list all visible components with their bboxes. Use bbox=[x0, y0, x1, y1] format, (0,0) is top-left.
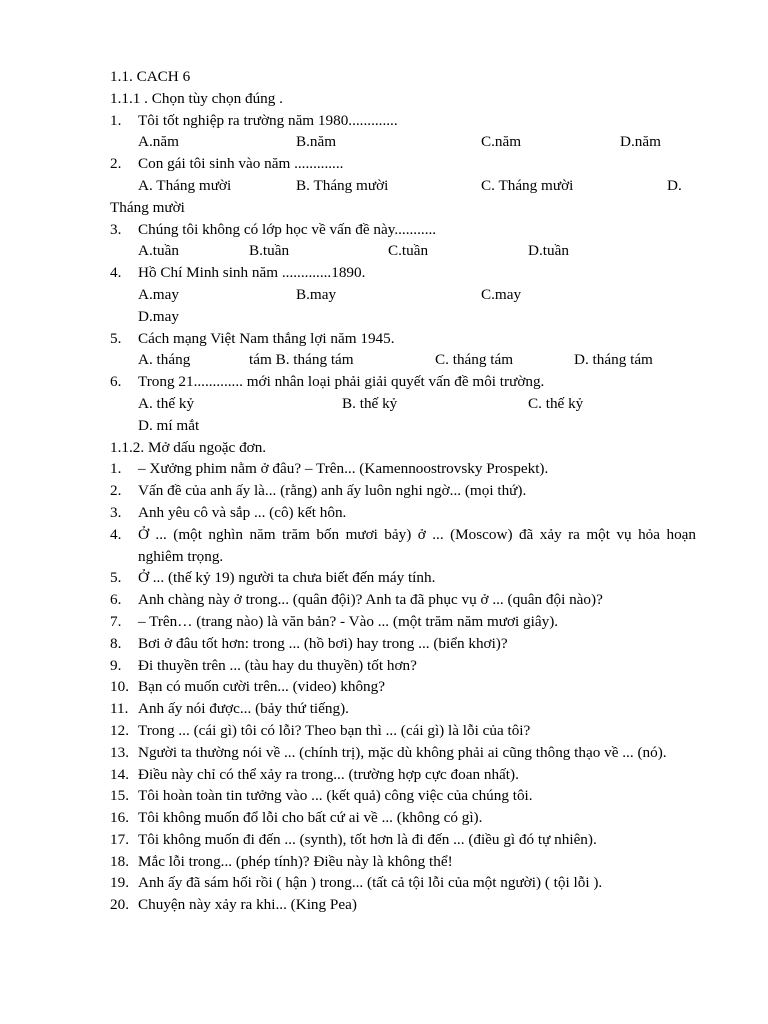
item-text: Điều này chỉ có thể xảy ra trong... (trường hợp cực đoan nhất). bbox=[138, 765, 519, 783]
list-item bbox=[110, 480, 696, 502]
option-b: B.năm bbox=[296, 133, 337, 151]
question-2 bbox=[110, 153, 696, 175]
question-number: 5. bbox=[110, 329, 122, 347]
item-text: Anh ấy nói được... (bảy thứ tiếng). bbox=[138, 700, 349, 718]
question-6 bbox=[110, 371, 696, 393]
item-number: 19. bbox=[110, 874, 129, 892]
question-text: Cách mạng Việt Nam thắng lợi năm 1945. bbox=[138, 329, 395, 347]
question-number: 1. bbox=[110, 111, 122, 129]
question-2-options bbox=[138, 175, 696, 197]
option-c: C. Tháng mười bbox=[481, 176, 574, 194]
option-b: tám B. tháng tám bbox=[249, 351, 354, 369]
section-1-heading: 1.1.1 . Chọn tùy chọn đúng . bbox=[110, 89, 283, 107]
list-item bbox=[110, 655, 696, 677]
item-number: 16. bbox=[110, 809, 129, 827]
option-d-continued: Tháng mười bbox=[110, 198, 185, 216]
question-number: 3. bbox=[110, 220, 122, 238]
list-item bbox=[110, 502, 696, 524]
question-4-options-row-2 bbox=[138, 306, 696, 328]
item-text: Ở ... (thế kỷ 19) người ta chưa biết đến máy tính. bbox=[138, 569, 436, 587]
list-item bbox=[110, 589, 696, 611]
list-item bbox=[110, 785, 696, 807]
list-item bbox=[110, 872, 696, 894]
option-b: B. Tháng mười bbox=[296, 176, 389, 194]
item-text: – Trên… (trang nào) là văn bản? - Vào ... (một trăm năm mươi giây). bbox=[138, 612, 559, 630]
item-text: Tôi hoàn toàn tin tưởng vào ... (kết quả) công việc của chúng tôi. bbox=[138, 787, 533, 805]
option-d: D. bbox=[667, 176, 682, 194]
question-5-options bbox=[138, 349, 696, 371]
option-a: A.may bbox=[138, 285, 179, 303]
question-5 bbox=[110, 328, 696, 350]
option-c: C. tháng tám bbox=[435, 351, 514, 369]
question-number: 6. bbox=[110, 373, 122, 391]
item-text: Tôi không muốn đổ lỗi cho bất cứ ai về ... (không có gì). bbox=[138, 809, 483, 827]
list-item bbox=[110, 720, 696, 742]
option-c: C.may bbox=[481, 285, 522, 303]
item-text: Đi thuyền trên ... (tàu hay du thuyền) tốt hơn? bbox=[138, 656, 417, 674]
question-text: Hồ Chí Minh sinh năm .............1890. bbox=[138, 264, 366, 282]
question-3 bbox=[110, 219, 696, 241]
item-number: 20. bbox=[110, 896, 129, 914]
item-number: 5. bbox=[110, 569, 122, 587]
item-number: 18. bbox=[110, 852, 129, 870]
option-d: D.năm bbox=[620, 133, 661, 151]
item-number: 8. bbox=[110, 634, 122, 652]
list-item bbox=[110, 676, 696, 698]
list-item bbox=[110, 567, 696, 589]
item-number: 7. bbox=[110, 612, 122, 630]
question-1-options bbox=[138, 131, 696, 153]
list-item bbox=[110, 807, 696, 829]
item-number: 3. bbox=[110, 503, 122, 521]
item-text: – Xưởng phim nằm ở đâu? – Trên... (Kamennoostrovsky Prospekt). bbox=[138, 460, 549, 478]
question-text: Trong 21............. mới nhân loại phải giải quyết vấn đề môi trường. bbox=[138, 373, 545, 391]
question-6-options bbox=[138, 393, 696, 415]
list-item bbox=[110, 764, 696, 786]
item-number: 9. bbox=[110, 656, 122, 674]
list-item bbox=[110, 698, 696, 720]
option-c: C.tuần bbox=[388, 242, 429, 260]
option-d: D.may bbox=[138, 307, 179, 325]
item-number: 14. bbox=[110, 765, 129, 783]
option-b: B.may bbox=[296, 285, 337, 303]
item-text: Ở ... (một nghìn năm trăm bốn mươi bảy) ở ... (Moscow) đã xảy ra một vụ hỏa hoạn nghiêm trọng. bbox=[138, 525, 696, 565]
question-4 bbox=[110, 262, 696, 284]
question-3-options bbox=[138, 240, 696, 262]
list-item bbox=[110, 524, 696, 568]
item-number: 10. bbox=[110, 678, 129, 696]
item-text: Anh yêu cô và sắp ... (cô) kết hôn. bbox=[138, 503, 347, 521]
question-6-options-row-2 bbox=[138, 415, 696, 437]
option-a: A.năm bbox=[138, 133, 179, 151]
option-b: B. thế kỷ bbox=[342, 394, 398, 412]
list-item bbox=[110, 611, 696, 633]
question-4-options bbox=[138, 284, 696, 306]
item-text: Vấn đề của anh ấy là... (rằng) anh ấy luôn nghi ngờ... (mọi thứ). bbox=[138, 482, 527, 500]
option-a: A. thế kỷ bbox=[138, 394, 195, 412]
item-number: 11. bbox=[110, 700, 129, 718]
option-d: D. mí mắt bbox=[138, 416, 200, 434]
item-text: Người ta thường nói về ... (chính trị), mặc dù không phải ai cũng thông thạo về ... (nó). bbox=[138, 743, 667, 761]
option-d: D. tháng tám bbox=[574, 351, 653, 369]
option-a: A.tuần bbox=[138, 242, 179, 260]
option-c: C.năm bbox=[481, 133, 522, 151]
option-b: B.tuần bbox=[249, 242, 290, 260]
document-title: 1.1. CACH 6 bbox=[110, 68, 191, 85]
question-text: Chúng tôi không có lớp học về vấn đề này........... bbox=[138, 220, 437, 238]
item-text: Anh ấy đã sám hối rồi ( hận ) trong... (tất cả tội lỗi của một người) ( tội lỗi ). bbox=[138, 874, 603, 892]
item-text: Chuyện này xảy ra khi... (King Pea) bbox=[138, 896, 357, 914]
item-number: 12. bbox=[110, 721, 129, 739]
question-number: 4. bbox=[110, 264, 122, 282]
list-item bbox=[110, 742, 696, 764]
option-d: D.tuần bbox=[528, 242, 569, 260]
option-a: A. Tháng mười bbox=[138, 176, 232, 194]
option-c: C. thế kỷ bbox=[528, 394, 584, 412]
item-number: 4. bbox=[110, 525, 122, 543]
section-2-heading: 1.1.2. Mở dấu ngoặc đơn. bbox=[110, 438, 267, 456]
item-number: 2. bbox=[110, 482, 122, 500]
question-text: Con gái tôi sinh vào năm ............. bbox=[138, 155, 344, 173]
item-text: Bơi ở đâu tốt hơn: trong ... (hồ bơi) hay trong ... (biển khơi)? bbox=[138, 634, 508, 652]
list-item bbox=[110, 894, 696, 916]
option-a: A. tháng bbox=[138, 351, 191, 369]
list-item bbox=[110, 851, 696, 873]
question-1 bbox=[110, 110, 696, 132]
item-text: Tôi không muốn đi đến ... (synth), tốt hơn là đi đến ... (điều gì đó tự nhiên). bbox=[138, 830, 597, 848]
exercise-list bbox=[110, 458, 696, 916]
item-number: 17. bbox=[110, 830, 129, 848]
list-item bbox=[110, 458, 696, 480]
item-text: Mắc lỗi trong... (phép tính)? Điều này là không thể! bbox=[138, 852, 453, 870]
item-text: Bạn có muốn cười trên... (video) không? bbox=[138, 678, 385, 696]
item-number: 13. bbox=[110, 743, 129, 761]
item-text: Trong ... (cái gì) tôi có lỗi? Theo bạn thì ... (cái gì) là lỗi của tôi? bbox=[138, 721, 531, 739]
list-item bbox=[110, 633, 696, 655]
item-number: 15. bbox=[110, 787, 129, 805]
item-text: Anh chàng này ở trong... (quân đội)? Anh ta đã phục vụ ở ... (quân đội nào)? bbox=[138, 591, 603, 609]
question-text: Tôi tốt nghiệp ra trường năm 1980............. bbox=[138, 111, 398, 129]
item-number: 6. bbox=[110, 591, 122, 609]
list-item bbox=[110, 829, 696, 851]
question-number: 2. bbox=[110, 155, 122, 173]
item-number: 1. bbox=[110, 460, 122, 478]
